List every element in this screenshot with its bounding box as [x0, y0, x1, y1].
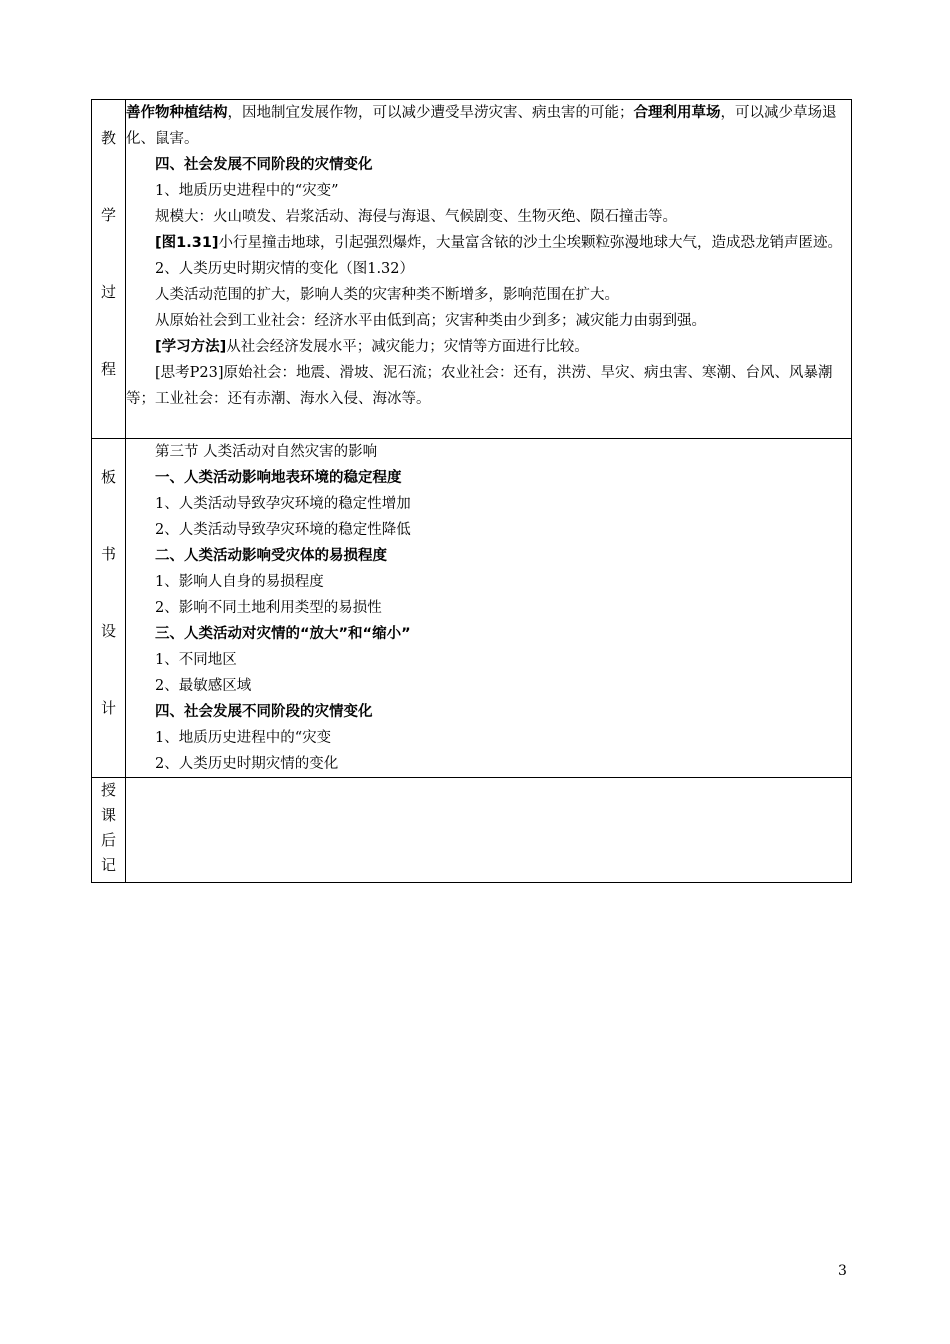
post-lesson-content [126, 778, 852, 883]
bold-term: 合理利用草场 [633, 105, 721, 121]
board-item: 2、人类活动导致孕灾环境的稳定性降低 [155, 522, 411, 538]
paragraph [126, 230, 851, 256]
board-item: 2、影响不同土地利用类型的易损性 [155, 600, 382, 616]
paragraph: 人类活动范围的扩大，影响人类的灾害种类不断增多，影响范围在扩大。 [155, 287, 619, 303]
paragraph: 2、人类历史时期灾情的变化（图1.32） [155, 261, 415, 277]
lesson-plan-table [91, 99, 852, 883]
label-char: 设 [100, 622, 116, 640]
board-heading: 一、人类活动影响地表环境的稳定程度 [155, 470, 402, 486]
label-char: 记 [100, 856, 116, 874]
label-char: 后 [100, 831, 116, 849]
board-heading: 四、社会发展不同阶段的灾情变化 [155, 704, 373, 720]
section-title: 第三节 人类活动对自然灾害的影响 [155, 444, 378, 460]
text-run: ，可以减少草场退化、鼠害。 [126, 105, 837, 147]
section-heading: 四、社会发展不同阶段的灾情变化 [155, 157, 373, 173]
post-lesson-row [92, 778, 852, 883]
label-char: 授 [100, 781, 116, 799]
board-item: 1、地质历史进程中的“灾变 [155, 730, 332, 746]
text-run: 从社会经济发展水平；减灾能力；灾情等方面进行比较。 [226, 339, 589, 355]
paragraph [126, 334, 851, 360]
board-heading: 二、人类活动影响受灾体的易损程度 [155, 548, 387, 564]
paragraph: 1、地质历史进程中的“灾变” [155, 183, 339, 199]
figure-reference: [图1.31] [155, 235, 219, 251]
text-run: ，因地制宜发展作物，可以减少遭受旱涝灾害、病虫害的可能； [227, 105, 634, 121]
board-item: 2、最敏感区域 [155, 678, 252, 694]
board-design-content [126, 439, 852, 778]
label-char: 板 [100, 468, 116, 486]
board-item: 1、不同地区 [155, 652, 237, 668]
bold-term: 善作物种植结构 [126, 105, 228, 121]
paragraph: 规模大：火山喷发、岩浆活动、海侵与海退、气候剧变、生物灭绝、陨石撞击等。 [155, 209, 677, 225]
label-char: 程 [100, 360, 116, 378]
teaching-process-row [92, 100, 852, 439]
method-label: [学习方法] [155, 339, 227, 355]
board-item: 2、人类历史时期灾情的变化 [155, 756, 339, 772]
label-char: 课 [100, 806, 116, 824]
page-number: 3 [838, 1263, 847, 1279]
label-char: 教 [100, 129, 116, 147]
text-run: 小行星撞击地球，引起强烈爆炸，大量富含铱的沙土尘埃颗粒弥漫地球大气，造成恐龙销声匿迹。 [218, 235, 843, 251]
teaching-process-label [92, 100, 126, 439]
paragraph [126, 100, 851, 152]
label-char: 计 [100, 699, 116, 717]
post-lesson-label [92, 778, 126, 883]
board-heading: 三、人类活动对灾情的“放大”和“缩小” [155, 626, 411, 642]
board-design-row [92, 439, 852, 778]
board-item: 1、影响人自身的易损程度 [155, 574, 324, 590]
label-char: 过 [100, 283, 116, 301]
teaching-process-content [126, 100, 852, 439]
paragraph: 从原始社会到工业社会：经济水平由低到高；灾害种类由少到多；减灾能力由弱到强。 [155, 313, 706, 329]
label-char: 学 [100, 206, 116, 224]
paragraph: [思考P23]原始社会：地震、滑坡、泥石流；农业社会：还有，洪涝、旱灾、病虫害、寒潮、台风、风暴潮等；工业社会：还有赤潮、海水入侵、海冰等。 [126, 365, 833, 407]
board-item: 1、人类活动导致孕灾环境的稳定性增加 [155, 496, 411, 512]
label-char: 书 [100, 545, 116, 563]
board-design-label [92, 439, 126, 778]
